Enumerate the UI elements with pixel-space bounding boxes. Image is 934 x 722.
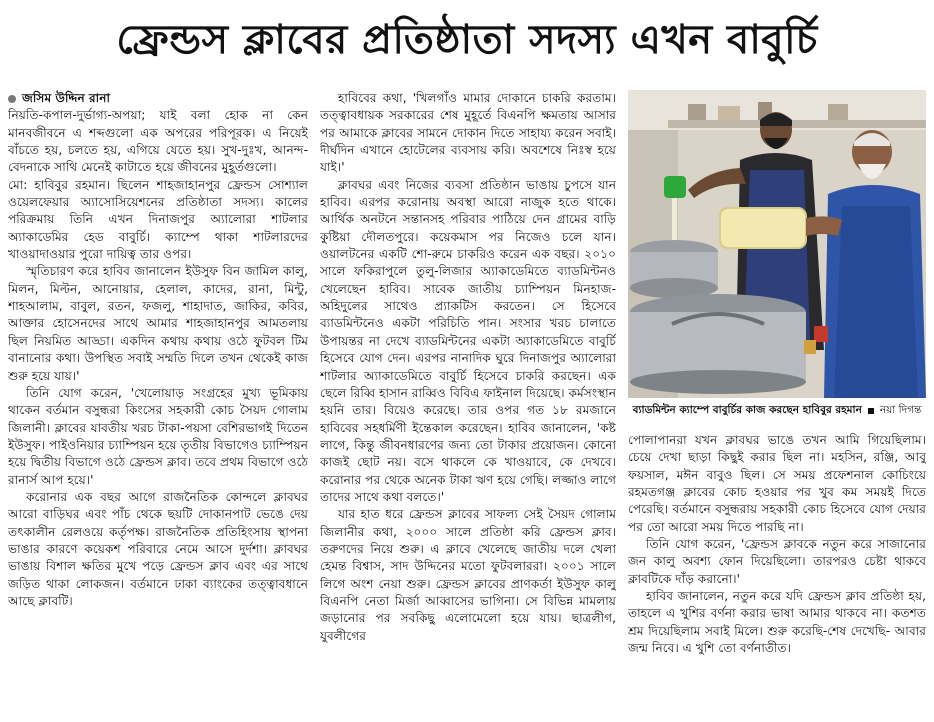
byline xyxy=(8,90,308,107)
paragraph: করোনার এক বছর আগে রাজনৈতিক কোন্দলে ক্লাবঘর আরো বাড়িঘর এবং পাঁচ থেকে ছয়টি দোকানপাট ভেঙে দেয় তৎকালীন রেলওয়ে কর্তৃপক্ষ। রাজনৈতিক প্রতিহিংসায় স্থাপনা ভাঙার কারণে কয়েকশ পরিবারে নেমে আসে দুর্দশা। ক্লাবঘর ভাঙায় বিশাল ক্ষতির মুখে পড়ে ফ্রেন্ডস ক্লাব এবং এর সাথে জড়িত থাকা লোকজন। বর্তমানে ঢাকা ব্যাংকের তত্ত্বাবধানে আছে ক্লাবটি। xyxy=(8,489,308,608)
byline-author: জসিম উদ্দিন রানা xyxy=(22,91,111,105)
paragraph: তিনি যোগ করেন, 'খেলোয়াড় সংগ্রহের মুখ্য ভূমিকায় থাকেন বর্তমান বসুন্ধরা কিংসের সহকারী কোচ সৈয়দ গোলাম জিলানী। ক্লাবের যাবতীয় খরচ টাকা-পয়সা বেশিরভাগই দিতেন ইউসুফ। পাইওনিয়ার চ্যাম্পিয়ন হয়ে তৃতীয় বিভাগেও চ্যাম্পিয়ন হয়ে দ্বিতীয় বিভাগে ওঠে ফ্রেন্ডস ক্লাব। তবে প্রথম বিভাগে ওঠে রানার্স আপ হয়ে।' xyxy=(8,385,308,487)
paragraph: যার হাত ধরে ফ্রেন্ডস ক্লাবের সাফল্য সেই সৈয়দ গোলাম জিলানীর কথা, ২০০০ সালে প্রতিষ্ঠা করি ফ্রেন্ডস ক্লাব। তরুণদের নিয়ে শুরু। এ ক্লাবে খেলেছে জাতীয় দলে খেলা হেমন্ত বিশ্বাস, সাদ উদ্দিনের মতো ফুটবলাররা। ২০০১ সালে লিগে অংশ নেয়া শুরু। ফ্রেন্ডস ক্লাবের প্রাণকর্তা ইউসুফ কালু বিএনপি নেতা মির্জা আব্বাসের ভাগিনা। সে বিভিন্ন মামলায় জড়ানোর পর সবকিছু এলোমেলো হয়ে যায়। ছাত্রলীগ, যুবলীগের xyxy=(320,507,616,643)
bullet-icon xyxy=(8,95,16,103)
paragraph: ক্লাবঘর এবং নিজের ব্যবসা প্রতিষ্ঠান ভাঙায় চুপসে যান হাবিব। এরপর করোনায় অবস্থা আরো নাজুক হতে থাকে। আর্থিক অনটনে সন্তানসহ পরিবার পাঠিয়ে দেন গ্রামের বাড়ি কুষ্টিয়া দৌলতপুরে। কয়েকমাস পর নিজেও চলে যান। ওয়ালটনের একটি শো-রুমে চাকরিও করেন এক বছর। ২০১০ সালে ফকিরাপুলে তুলু-লিজার অ্যাকাডেমিতে ব্যাডমিন্টনও খেলেছেন হাবিব। সাবেক জাতীয় চ্যাম্পিয়ন মিনহাজ-অহিদুলের সাথেও প্র্যাকটিস করতেন। সে হিসেবে ব্যাডমিন্টনেও একটা পরিচিতি পান। সংসার খরচ চালাতে উপায়ন্তর না দেখে ব্যাডমিন্টনের একটা অ্যাকাডেমিতে বাবুর্চি হিসেবে যোগ দেন। এরপর নানাদিক ঘুরে দিনাজপুর অ্যালোরা শাটলার অ্যাকাডেমিতে বাবুর্চি হিসেবে চাকরি করছেন। এক ছেলে রিব্বি হাসান রাব্বিও বিবিএ ফাইনাল দিয়েছে। কর্মসংস্থান হয়নি তার। বিয়েও করেছে। তার ওপর গত ১৮ রমজানে হাবিবের সহধর্মিণী ইন্তেকাল করেছেন। হাবিব জানালেন, 'কষ্ট লাগে, কিন্তু জীবনধারণের জন্য তো টাকার প্রয়োজন। কোনো কাজই ছোট নয়। বসে থাকলে কে খাওয়াবে, কে দেখবে। করোনার পর থেকে অনেক টাকা ঋণ হয়ে গেছি। লজ্জাও লাগে তাদের সাথে কথা বলতে।' xyxy=(320,177,616,504)
paragraph: হাবিবের কথা, 'খিলগাঁও মামার দোকানে চাকরি করতাম। তত্ত্বাবধায়ক সরকারের শেষ মুহূর্তে বিএনপি ক্ষমতায় আসার পর আমাকে ক্লাবের সামনে দোকান দিতে সাহায্য করেন সবাই। দীর্ঘদিন এখানে হোটেলের ব্যবসায় করি। অবশেষে নিঃস্ব হয়ে যাই।' xyxy=(320,91,616,175)
kitchen-photo-illustration xyxy=(628,90,926,398)
paragraph: নিয়তি-কপাল-দুর্ভাগ্য-অপয়া; যাই বলা হোক না কেন মানবজীবনে এ শব্দগুলো এক অপরের পরিপূরক। এ নিয়েই বাঁচতে হয়, চলতে হয়, এগিয়ে যেতে হয়। সুখ-দুঃখ, আনন্দ-বেদনাকে সাথি মেনেই কাটাতে হয়ে জীবনের মুহূর্তগুলো। xyxy=(8,108,308,175)
square-bullet-icon xyxy=(868,408,874,414)
article-column-3 xyxy=(628,432,926,720)
caption-text: ব্যাডমিন্টন ক্যাম্পে বাবুর্চির কাজ করছেন হাবিবুর রহমান xyxy=(632,403,862,416)
paragraph: পোলাপানরা যখন ক্লাবঘর ভাঙে তখন আমি গিয়েছিলাম। চেয়ে দেখা ছাড়া কিছুই করার ছিল না। মহসিন, রঞ্জি, আবু ফয়সাল, মঈন বাবুও ছিল। সে সময় প্রফেশনাল কোচিংয়ে রহমতগঞ্জ ক্লাবের কোচ হওয়ার পর খুব কম সময়ই দিতে পেরেছি। বর্তমানে বসুন্ধরায় সহকারী কোচ হিসেবে যোগ দেয়ার পর তো আরো সময় দিতে পারছি না। xyxy=(628,433,926,534)
photo-credit: নয়া দিগন্ত xyxy=(879,403,922,416)
paragraph: হাবিব জানালেন, নতুন করে যদি ফ্রেন্ডস ক্লাব প্রতিষ্ঠা হয়, তাহলে এ খুশির বর্ণনা করার ভাষা আমার থাকবে না। কতশত শ্রম দিয়েছিলাম সবাই মিলে। শুরু করেছি-শেষ দেখেছি- আবার জন্ম নিবে। এ খুশি তো বর্ণনাতীত। xyxy=(628,589,926,656)
news-photo xyxy=(628,90,926,398)
article-column-1 xyxy=(8,90,308,720)
photo-caption xyxy=(628,400,926,422)
headline: ফ্রেন্ডস ক্লাবের প্রতিষ্ঠাতা সদস্য এখন বাবুর্চি xyxy=(116,16,818,63)
paragraph: মো: হাবিবুর রহমান। ছিলেন শাহজাহানপুর ফ্রেন্ডস সোশ্যাল ওয়েলফেয়ার অ্যাসোসিয়েশনের প্রতিষ্ঠাতা সদস্য। কালের পরিক্রমায় তিনি এখন দিনাজপুর অ্যালোরা শাটলার অ্যাকাডেমির হেড বাবুর্চি। ক্যাম্পে থাকা শাটলারদের খাওয়াদাওয়ার পুরো দায়িত্ব তার ওপর। xyxy=(8,177,308,262)
paragraph: তিনি যোগ করেন, 'ফ্রেন্ডস ক্লাবকে নতুন করে সাজানোর জন কালু অবশ্য ফোন দিয়েছিলো। তারপরও চেষ্টা থাকবে ক্লাবটিকে দাঁড় করানো।' xyxy=(628,537,926,586)
article-column-2 xyxy=(320,90,616,720)
paragraph: স্মৃতিচারণ করে হাবিব জানালেন ইউসুফ বিন জামিল কালু, মিলন, মিল্টন, আনোয়ার, হেলাল, কাদের, রানা, মিন্টু, শাহআলাম, বাবুল, রতন, ফজলু, শাহাদাত, জাকির, কবির, আক্তার হোসেনদের সাথে আমার শাহজাহানপুর আমতলায় ছিল নিয়মিত আড্ডা। একদিন কথায় কথায় ওঠে ফুটবল টিম বানানোর কথা। উপস্থিত সবাই সম্মতি দিলে তখন থেকেই কাজ শুরু হয়ে যায়।' xyxy=(8,264,308,383)
